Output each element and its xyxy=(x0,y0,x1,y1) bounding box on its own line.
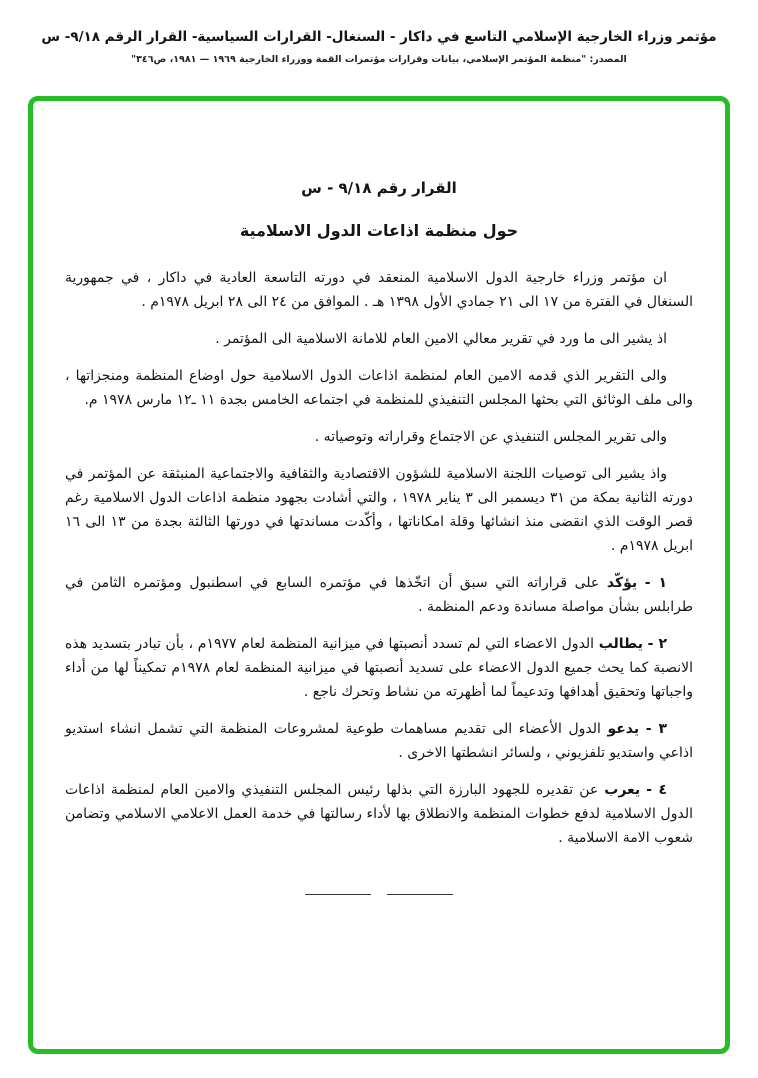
resolution-item-3 xyxy=(65,717,693,765)
item-lead: يعرب xyxy=(604,782,641,798)
item-number: ٢ - xyxy=(647,636,668,652)
resolution-item-2 xyxy=(65,632,693,704)
item-text: الدول الاعضاء التي لم تسدد أنصبتها في ميزانية المنظمة لعام ١٩٧٧م ، بأن تبادر بتسديد هذه الانصبة كما يحث جميع الدول الاعضاء على تسديد أنصبتها في ميزانية المنظمة لعام ١٩٧٨م تمكيناً لها من أداء واجباتها وتحقيق أهدافها وتدعيماً لما أظهرته من نشاط وتحرك ناجع . xyxy=(65,636,693,700)
resolution-item-4 xyxy=(65,778,693,850)
header-source-line: المصدر: "منظمة المؤتمر الإسلامي، بيانات وقرارات مؤتمرات القمة ووزراء الخارجية ١٩٦٩ — ١٩٨١، ص٣٤٦" xyxy=(131,53,627,65)
page-header xyxy=(0,0,758,65)
separator-line-left xyxy=(305,894,371,895)
green-bordered-document-box xyxy=(28,96,730,1054)
header-title: مؤتمر وزراء الخارجية الإسلامي التاسع في داكار - السنغال- القرارات السياسية- القرار الرقم ٩/١٨- س xyxy=(41,29,717,45)
preamble-paragraph-5: واذ يشير الى توصيات اللجنة الاسلامية للشؤون الاقتصادية والثقافية والاجتماعية المنبثقة عن المؤتمر في دورته الثانية بمكة من ٣١ ديسمبر الى ٣ يناير ١٩٧٨ ، والتي أشادت بجهود منظمة اذاعات الدول الاسلامية رغم قصر الوقت الذي انقضى منذ انشائها وقلة امكاناتها ، وأكّدت مساندتها في دورتها الثالثة بجدة من ١٣ الى ١٦ ابريل ١٩٧٨م . xyxy=(65,466,693,554)
item-lead: يطالب xyxy=(598,636,643,652)
item-lead: يدعو xyxy=(607,721,640,737)
document-title: حول منظمة اذاعات الدول الاسلامية xyxy=(239,221,519,240)
preamble-paragraph-2: اذ يشير الى ما ورد في تقرير معالي الامين العام للامانة الاسلامية الى المؤتمر . xyxy=(215,331,667,347)
bottom-separator xyxy=(65,884,693,903)
item-text: على قراراته التي سبق أن اتخّذها في مؤتمره السابع في اسطنبول ومؤتمره الثامن في طرابلس بشأن مواصلة مساندة ودعم المنظمة . xyxy=(65,575,693,615)
item-number: ٣ - xyxy=(645,721,668,737)
separator-line-right xyxy=(387,894,453,895)
item-number: ١ - xyxy=(644,575,668,591)
resolution-number: القرار رقم ٩/١٨ - س xyxy=(301,179,457,197)
resolution-item-1 xyxy=(65,571,693,619)
item-text: عن تقديره للجهود البارزة التي بذلها رئيس المجلس التنفيذي والامين العام لمنظمة اذاعات الدول الاسلامية لدفع خطوات المنظمة والانطلاق بها لأداء رسالتها في خدمة العمل الاعلامي الاسلامي وتضامن شعوب الامة الاسلامية . xyxy=(65,782,693,846)
item-text: الدول الأعضاء الى تقديم مساهمات طوعية لمشروعات المنظمة التي تشمل انشاء استديو اذاعي واستديو تلفزيوني ، ولسائر انشطتها الاخرى . xyxy=(65,721,693,761)
item-lead: يؤكّد xyxy=(606,575,638,591)
preamble-paragraph-3: والى التقرير الذي قدمه الامين العام لمنظمة اذاعات الدول الاسلامية حول اوضاع المنظمة ومنجزاتها ، والى ملف الوثائق التي بحثها المجلس التنفيذي للمنظمة في اجتماعه الخامس بجدة ١١ ـ١٢ مارس ١٩٧٨ م. xyxy=(65,368,693,408)
item-number: ٤ - xyxy=(646,782,668,798)
preamble-paragraph-4: والى تقرير المجلس التنفيذي عن الاجتماع وقراراته وتوصياته . xyxy=(314,429,667,445)
preamble-paragraph-1: ان مؤتمر وزراء خارجية الدول الاسلامية المنعقد في دورته التاسعة العادية في داكار ، في جمهورية السنغال في الفترة من ١٧ الى ٢١ جمادي الأول ١٣٩٨ هـ . الموافق من ٢٤ الى ٢٨ ابريل ١٩٧٨م . xyxy=(65,270,693,310)
